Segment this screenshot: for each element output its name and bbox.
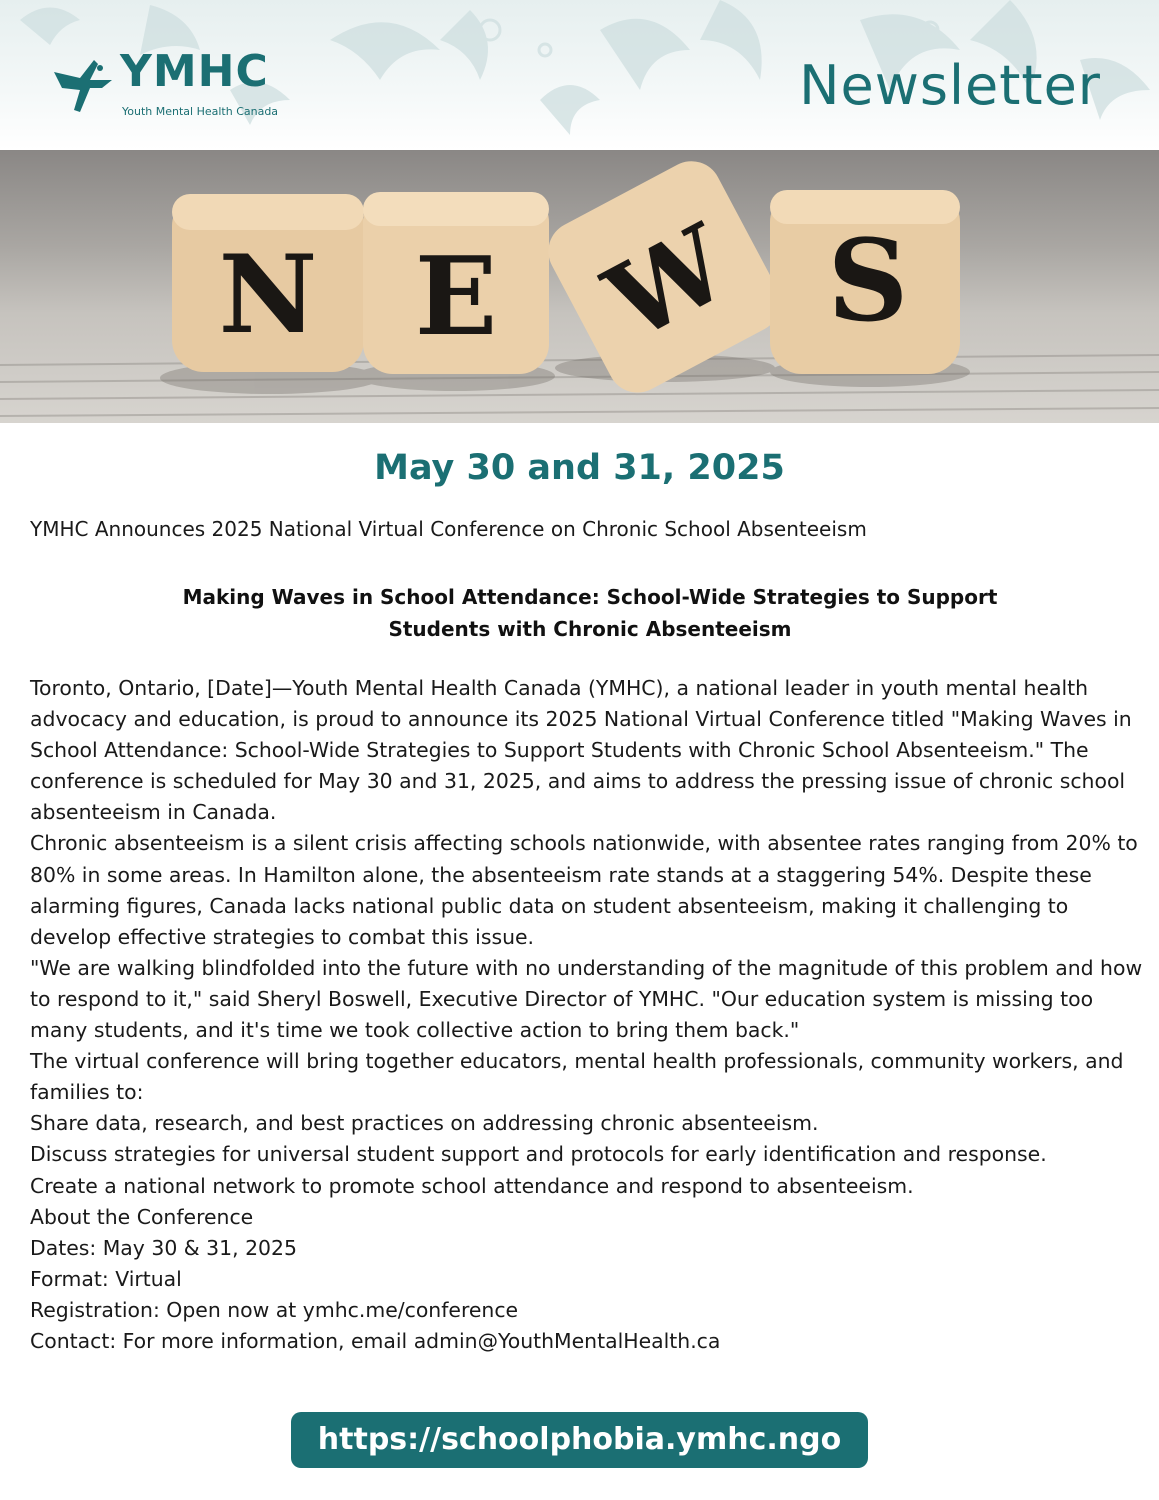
about-heading: About the Conference xyxy=(30,1204,254,1229)
header-banner xyxy=(0,0,1159,150)
detail-format: Format: Virtual xyxy=(30,1266,182,1291)
paragraph-quote: "We are walking blindfolded into the future with no understanding of the magnitude of this problem and how to respond to it," said Sheryl Boswell, Executive Director of YMHC. "Our education system is missing too many students, and it's time we took collective action to bring them back." xyxy=(30,955,1143,1043)
die-letter-e: E xyxy=(414,234,498,360)
paragraph-crisis: Chronic absenteeism is a silent crisis affecting schools nationwide, with absentee rates ranging from 20% to 80% in some areas. In Hamilton alone, the absenteeism rate stands at a staggering 54%. Despite these alarming figures, Canada lacks national public data on student absenteeism, making it challenging to develop effective strategies to combat this issue. xyxy=(30,831,1138,949)
die-letter-n: N xyxy=(218,232,318,358)
conference-subtitle xyxy=(120,581,1060,645)
detail-dates: Dates: May 30 & 31, 2025 xyxy=(30,1235,297,1260)
die-e xyxy=(363,192,549,374)
die-letter-w: W xyxy=(587,200,748,365)
subtitle-line-2: Students with Chronic Absenteeism xyxy=(388,617,792,641)
die-n xyxy=(172,194,364,372)
goal-item: Discuss strategies for universal student support and protocols for early identification and response. xyxy=(30,1142,1047,1167)
newsletter-title: Newsletter xyxy=(799,54,1101,117)
detail-registration[interactable]: Registration: Open now at ymhc.me/conference xyxy=(30,1297,519,1322)
logo-text: YMHC xyxy=(120,46,269,97)
article-body xyxy=(30,673,1154,1357)
announcement-line: YMHC Announces 2025 National Virtual Conference on Chronic School Absenteeism xyxy=(30,517,867,541)
goal-item: Create a national network to promote school attendance and respond to absenteeism. xyxy=(30,1173,914,1198)
goal-item: Share data, research, and best practices on addressing chronic absenteeism. xyxy=(30,1111,819,1136)
logo-subtitle: Youth Mental Health Canada xyxy=(122,105,279,118)
ymhc-logo[interactable] xyxy=(50,46,310,124)
date-heading: May 30 and 31, 2025 xyxy=(374,448,785,488)
news-dice-image xyxy=(0,150,1159,423)
die-s xyxy=(770,190,960,374)
bird-logo-icon xyxy=(50,54,116,114)
die-letter-s: S xyxy=(827,216,909,347)
subtitle-line-1: Making Waves in School Attendance: School-Wide Strategies to Support xyxy=(182,585,998,609)
detail-contact[interactable]: Contact: For more information, email admin@YouthMentalHealth.ca xyxy=(30,1328,721,1353)
website-link-button[interactable]: https://schoolphobia.ymhc.ngo xyxy=(291,1412,868,1468)
paragraph-intro: Toronto, Ontario, [Date]—Youth Mental Health Canada (YMHC), a national leader in youth mental health advocacy and education, is proud to announce its 2025 National Virtual Conference titled "Making Waves in School Attendance: School-Wide Strategies to Support Students with Chronic School Absenteeism." The conference is scheduled for May 30 and 31, 2025, and aims to address the pressing issue of chronic school absenteeism in Canada. xyxy=(30,676,1132,825)
paragraph-conference: The virtual conference will bring together educators, mental health professionals, community workers, and families to: xyxy=(30,1049,1124,1105)
